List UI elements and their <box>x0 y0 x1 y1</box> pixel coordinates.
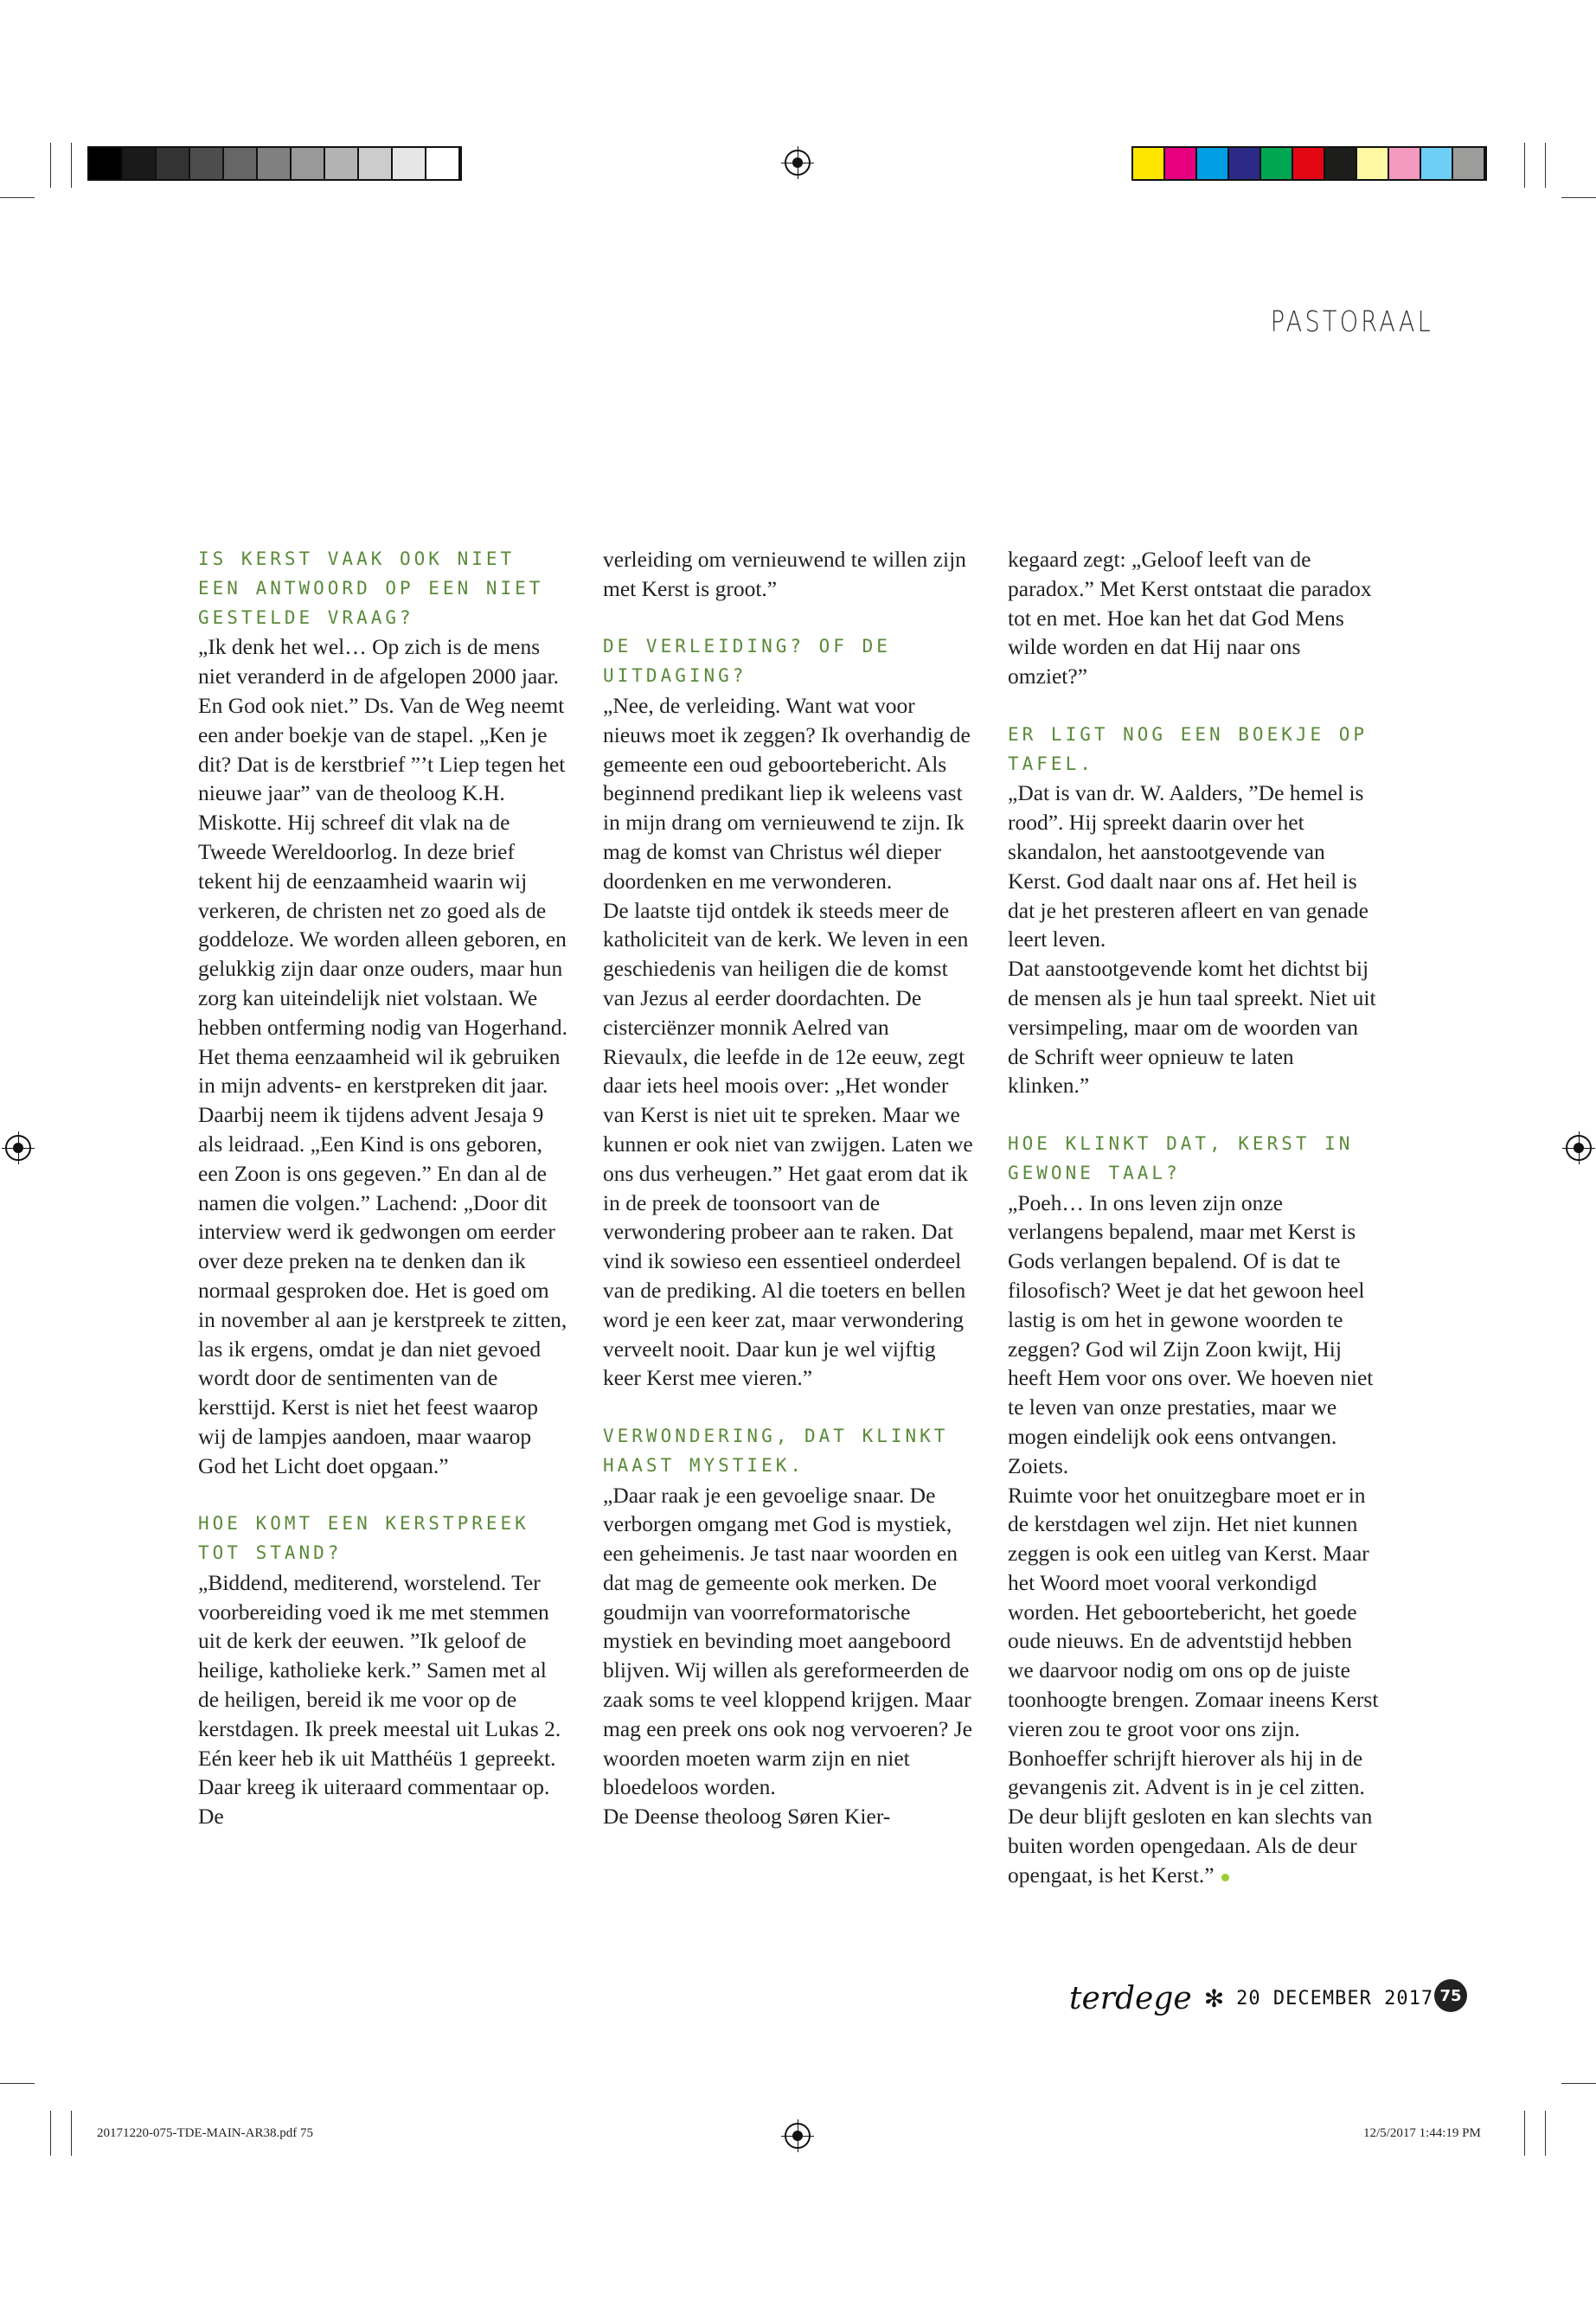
crop-mark <box>1545 2111 1546 2156</box>
color-swatch <box>1229 148 1261 179</box>
paragraph-gap <box>198 1481 570 1510</box>
body-paragraph <box>1008 1189 1380 1481</box>
crop-mark <box>0 2083 35 2084</box>
body-paragraph <box>603 1802 975 1831</box>
text-content: kegaard zegt: „Geloof leeft van de paradox.” Met Kerst ontstaat die paradox tot en met. Hoe kan het dat God Mens wilde worden en dat Hij naar ons omziet?” <box>1008 547 1372 689</box>
paragraph-gap <box>603 604 975 633</box>
text-content: „Daar raak je een gevoelige snaar. De verborgen omgang met God is mystiek, een geheimenis. Je tast naar woorden en dat mag de gemeente ook merken. De goudmijn van voorreformatorische mystiek en bevinding moet aangeboord blijven. Wij willen als gereformeerden de zaak soms te veel kloppend krijgen. Maar mag een preek ons ook nog vervoeren? Je woorden moeten warm zijn en niet bloedeloos worden. <box>603 1482 972 1800</box>
crop-mark <box>71 143 72 188</box>
gray-swatch <box>224 148 258 179</box>
registration-mark-icon <box>5 1135 31 1161</box>
text-content: ER LIGT NOG EEN BOEKJE OP TAFEL. <box>1008 723 1368 774</box>
body-paragraph <box>198 632 570 1042</box>
crop-mark <box>0 197 35 198</box>
text-content: Ruimte voor het onuitzegbare moet er in de kerstdagen wel zijn. Het niet kunnen zeggen is ook een uitleg van Kerst. Maar het Woord moet vooral verkondigd worden. Het geboortebericht, het goede oude nieuws. En de adventstijd hebben we daarvoor nodig om ons op de juiste toonhoogte brengen. Zomaar ineens Kerst vieren zou te groot voor ons zijn. Bonhoeffer schrijft hierover als hij in de gevangenis zit. Advent is in je cel zitten. De deur blijft gesloten en kan slechts van buiten worden opengedaan. Als de deur opengaat, is het Kerst.” <box>1008 1482 1379 1888</box>
text-content: De Deense theoloog Søren Kier- <box>603 1804 891 1830</box>
text-content: VERWONDERING, DAT KLINKT HAAST MYSTIEK. <box>603 1425 949 1476</box>
section-label: PASTORAAL <box>1270 304 1433 338</box>
color-swatch <box>1197 148 1229 179</box>
text-content: Het thema eenzaamheid wil ik gebruiken in mijn advents- en kerstpreken dit jaar. Daarbij neem ik tijdens advent Jesaja 9 als leidraad. „Een Kind is ons geboren, een Zoon is ons gegeven.” En dan al de namen die volgen.” Lachend: „Door dit interview werd ik gedwongen om eerder over deze preken na te denken dan ik normaal gesproken doe. Het is goed om in november al aan je kerstpreek te zitten, las ik ergens, omdat je dan niet gevoed wordt door de sentimenten van de kersttijd. Kerst is niet het feest waarop wij de lampjes aandoen, maar waarop God het Licht doet opgaan.” <box>198 1043 567 1478</box>
crop-mark <box>1561 2083 1596 2084</box>
crop-mark <box>1545 143 1546 188</box>
text-content: HOE KLINKT DAT, KERST IN GEWONE TAAL? <box>1008 1132 1354 1183</box>
color-swatch <box>1357 148 1389 179</box>
color-swatch <box>1133 148 1165 179</box>
print-slug-timestamp: 12/5/2017 1:44:19 PM <box>1363 2126 1481 2140</box>
text-content: „Dat is van dr. W. Aalders, ”De hemel is rood”. Hij spreekt daarin over het skandalon, het aanstootgevende van Kerst. God daalt naar ons af. Het heil is dat je het presteren afleert en van genade leert leven. <box>1008 780 1368 952</box>
body-paragraph <box>1008 779 1380 954</box>
text-content: Dat aanstootgevende komt het dichtst bij de mensen als je hun taal spreekt. Niet uit versimpeling, maar om de woorden van de Schrift weer opnieuw te laten klinken.” <box>1008 956 1376 1099</box>
crop-mark <box>1561 197 1596 198</box>
color-swatch <box>1389 148 1421 179</box>
interview-question-heading <box>603 1422 975 1481</box>
color-swatch <box>1261 148 1293 179</box>
body-paragraph <box>603 896 975 1394</box>
separator-star-icon: ✻ <box>1203 1985 1225 2013</box>
paragraph-gap <box>1008 1100 1380 1130</box>
gray-swatch <box>292 148 325 179</box>
interview-question-heading <box>198 545 570 632</box>
body-paragraph <box>198 1042 570 1481</box>
crop-mark <box>71 2111 72 2156</box>
article-column-2 <box>603 545 975 1831</box>
text-content: „Poeh… In ons leven zijn onze verlangens bepalend, maar met Kerst is Gods verlangen bepalend. Of is dat te filosofisch? Weet je dat het gewoon heel lastig is om het in gewone woorden te zeggen? God wil Zijn Zoon kwijt, Hij heeft Hem voor ons over. We hoeven niet te leven van onze prestaties, maar we mogen eindelijk ook eens ontvangen. Zoiets. <box>1008 1189 1374 1478</box>
issue-date: 20 DECEMBER 2017 <box>1236 1988 1434 2009</box>
paragraph-gap <box>603 1393 975 1422</box>
text-content: HOE KOMT EEN KERSTPREEK TOT STAND? <box>198 1513 529 1564</box>
crop-mark <box>50 143 51 188</box>
text-content: IS KERST VAAK OOK NIET EEN ANTWOORD OP EEN NIET GESTELDE VRAAG? <box>198 548 544 628</box>
paragraph-gap <box>1008 691 1380 721</box>
crop-mark <box>1524 2111 1525 2156</box>
color-swatch <box>1165 148 1197 179</box>
article-column-3 <box>1008 545 1380 1890</box>
body-paragraph <box>603 1481 975 1803</box>
text-content: „Nee, de verleiding. Want wat voor nieuws moet ik zeggen? Ik overhandig de gemeente een oud geboortebericht. Als beginnend predikant liep ik weleens vast in mijn drang om vernieuwend te zijn. Ik mag de komst van Christus wél dieper doordenken en me verwonderen. <box>603 692 971 894</box>
color-swatch <box>1453 148 1485 179</box>
body-paragraph <box>603 691 975 896</box>
end-of-article-dot-icon <box>1221 1874 1229 1881</box>
crop-mark <box>50 2111 51 2156</box>
color-swatch <box>1325 148 1357 179</box>
gray-swatch <box>123 148 157 179</box>
magazine-brand-logo: terdege <box>1069 1981 1192 2016</box>
color-swatch <box>1421 148 1453 179</box>
gray-swatch <box>89 148 123 179</box>
color-calibration-bar <box>1131 146 1487 181</box>
registration-mark-icon <box>785 2123 811 2149</box>
text-content: „Biddend, mediterend, worstelend. Ter voorbereiding voed ik me met stemmen uit de kerk der eeuwen. ”Ik geloof de heilige, katholieke kerk.” Samen met al de heiligen, bereid ik me voor op de kerstdagen. Ik preek meestal uit Lukas 2. Eén keer heb ik uit Matthéüs 1 gepreekt. Daar kreeg ik uiteraard commentaar op. De <box>198 1569 561 1830</box>
grayscale-calibration-bar <box>87 146 462 181</box>
text-content: DE VERLEIDING? OF DE UITDAGING? <box>603 636 891 687</box>
gray-swatch <box>393 148 426 179</box>
body-paragraph <box>1008 1481 1380 1890</box>
gray-swatch <box>157 148 190 179</box>
gray-swatch <box>426 148 460 179</box>
gray-swatch <box>359 148 393 179</box>
article-column-1 <box>198 545 570 1831</box>
body-paragraph <box>1008 954 1380 1100</box>
body-paragraph <box>1008 545 1380 691</box>
text-content: De laatste tijd ontdek ik steeds meer de katholiciteit van de kerk. We leven in een geschiedenis van heiligen die de komst van Jezus al eerder doordachten. De cisterciënzer monnik Aelred van Rievaulx, die leefde in de 12e eeuw, zegt daar iets heel moois over: „Het wonder van Kerst is niet uit te spreken. Maar we kunnen er ook niet van zwijgen. Laten we ons dus verheugen.” Het gaat erom dat ik in de preek de toonsoort van de verwondering probeer aan te raken. Dat vind ik sowieso een essentieel onderdeel van de prediking. Al die toeters en bellen word je een keer zat, maar verwondering verveelt nooit. Daar kun je wel vijftig keer Kerst mee vieren.” <box>603 897 973 1391</box>
crop-mark <box>1524 143 1525 188</box>
interview-question-heading <box>603 632 975 691</box>
gray-swatch <box>190 148 224 179</box>
body-paragraph <box>603 545 975 604</box>
interview-question-heading <box>198 1509 570 1568</box>
registration-mark-icon <box>785 150 811 176</box>
body-paragraph <box>198 1568 570 1831</box>
print-slug-file: 20171220-075-TDE-MAIN-AR38.pdf 75 <box>97 2126 313 2140</box>
color-swatch <box>1293 148 1325 179</box>
interview-question-heading <box>1008 1130 1380 1189</box>
interview-question-heading <box>1008 721 1380 779</box>
gray-swatch <box>258 148 292 179</box>
text-content: „Ik denk het wel… Op zich is de mens niet veranderd in de afgelopen 2000 jaar. En God ook niet.” Ds. Van de Weg neemt een ander boekje van de stapel. „Ken je dit? Dat is de kerstbrief ”’t Liep tegen het nieuwe jaar” van de theoloog K.H. Miskotte. Hij schreef dit vlak na de Tweede Wereldoorlog. In deze brief tekent hij de eenzaamheid waarin wij verkeren, de christen net zo goed als de goddeloze. We worden alleen geboren, en gelukkig zijn daar onze ouders, maar hun zorg kan uiteindelijk niet volstaan. We hebben ontferming nodig van Hogerhand. <box>198 634 568 1040</box>
text-content: verleiding om vernieuwend te willen zijn met Kerst is groot.” <box>603 547 966 601</box>
registration-mark-icon <box>1566 1135 1592 1161</box>
magazine-footer <box>1069 1981 1433 2016</box>
gray-swatch <box>325 148 359 179</box>
page-number: 75 <box>1434 1979 1467 2012</box>
